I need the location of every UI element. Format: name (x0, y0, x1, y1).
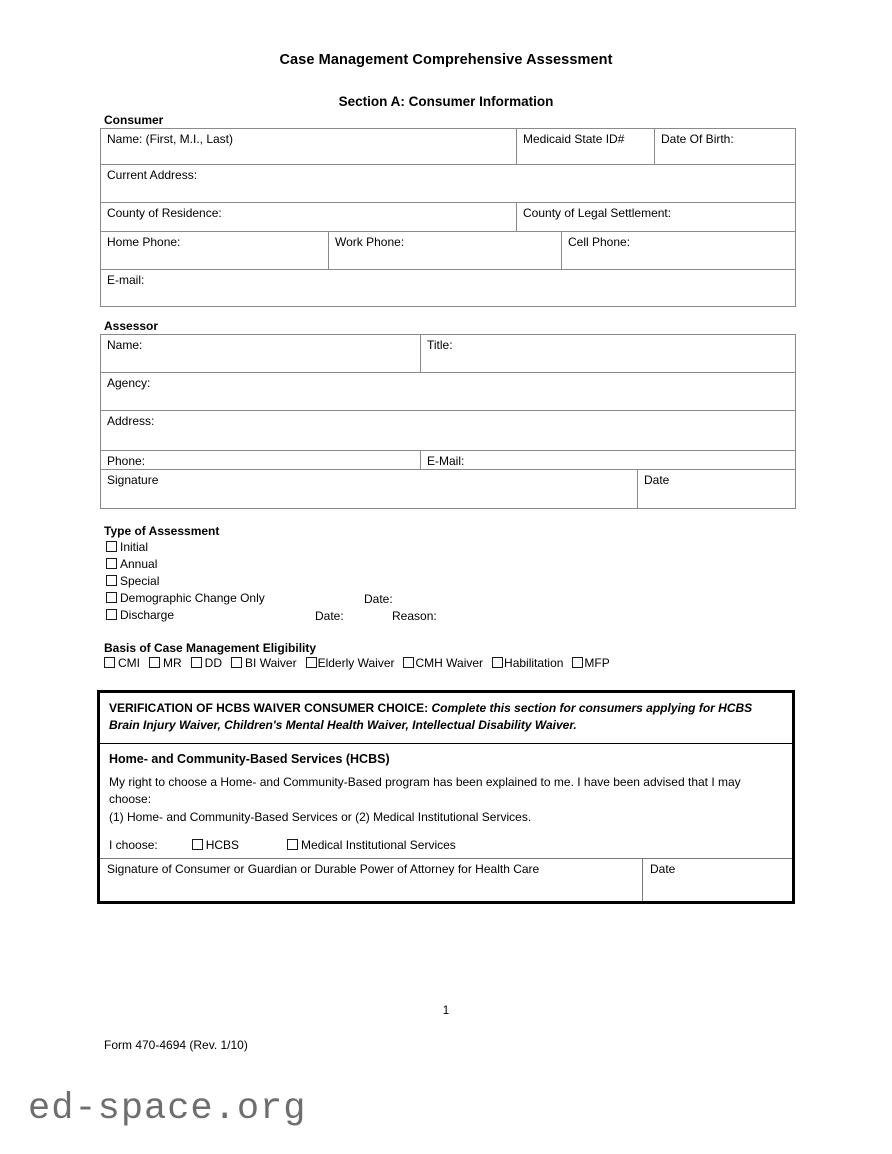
checkbox-box-icon[interactable] (106, 609, 117, 620)
checkbox-label: Initial (120, 540, 149, 554)
checkbox-demographic-change-only[interactable] (106, 592, 265, 604)
field-assessor-address[interactable]: Address: (101, 411, 796, 451)
checkbox-box-icon[interactable] (403, 657, 414, 668)
eligibility-checkbox-row (104, 657, 610, 669)
hcbs-verification-heading-block (100, 693, 792, 744)
checkbox-box-icon[interactable] (106, 592, 117, 603)
table-row (101, 165, 796, 203)
checkbox-box-icon[interactable] (306, 657, 317, 668)
assessor-group-label: Assessor (104, 319, 159, 333)
checkbox-box-icon[interactable] (106, 541, 117, 552)
page-number: 1 (442, 1005, 450, 1017)
hcbs-subheading: Home- and Community-Based Services (HCBS) (109, 751, 390, 766)
field-home-phone[interactable]: Home Phone: (101, 232, 329, 270)
field-county-of-legal-settlement[interactable]: County of Legal Settlement: (517, 203, 796, 241)
demographic-change-date-label: Date: (364, 592, 393, 606)
checkbox-box-icon[interactable] (231, 657, 242, 668)
checkbox-habilitation[interactable] (492, 657, 563, 669)
hcbs-verification-box (97, 690, 795, 904)
checkbox-box-icon[interactable] (191, 657, 202, 668)
checkbox-elderly-waiver[interactable] (306, 657, 395, 669)
table-row (101, 129, 796, 165)
checkbox-initial[interactable] (106, 541, 148, 553)
checkbox-box-icon[interactable] (192, 839, 203, 850)
checkbox-label: Habilitation (504, 656, 564, 670)
checkbox-label: Annual (120, 557, 158, 571)
checkbox-label: DD (204, 656, 223, 670)
field-consumer-email[interactable]: E-mail: (101, 270, 796, 307)
table-row (101, 469, 796, 508)
checkbox-special[interactable] (106, 575, 159, 587)
checkbox-label: HCBS (205, 837, 240, 852)
type-of-assessment-label: Type of Assessment (104, 524, 220, 538)
checkbox-mfp[interactable] (572, 657, 609, 669)
hcbs-body-text (100, 772, 792, 836)
field-county-of-residence[interactable]: County of Residence: (101, 203, 517, 241)
hcbs-verification-instruction: Complete this section for consumers applying for HCBS Brain Injury Waiver, Children's Mental Health Waiver, Intellectual Disability Waiver. (109, 701, 753, 733)
hcbs-signature-row (100, 859, 792, 901)
assessor-table (100, 334, 796, 509)
checkbox-label: Discharge (120, 608, 175, 622)
checkbox-box-icon[interactable] (106, 558, 117, 569)
field-hcbs-signature[interactable]: Signature of Consumer or Guardian or Durable Power of Attorney for Health Care (100, 859, 643, 901)
field-consumer-name[interactable]: Name: (First, M.I., Last) (101, 129, 517, 165)
discharge-reason-label: Reason: (392, 609, 437, 623)
field-work-phone[interactable]: Work Phone: (329, 232, 562, 270)
hcbs-verification-heading: VERIFICATION OF HCBS WAIVER CONSUMER CHOICE: (109, 701, 429, 715)
checkbox-label: Demographic Change Only (120, 591, 265, 605)
checkbox-box-icon[interactable] (492, 657, 503, 668)
hcbs-body-line-2: (1) Home- and Community-Based Services or (2) Medical Institutional Services. (109, 809, 532, 824)
watermark: ed-space.org (28, 1088, 307, 1130)
table-row (101, 373, 796, 411)
field-cell-phone[interactable]: Cell Phone: (562, 232, 796, 270)
checkbox-label: MR (163, 656, 182, 670)
hcbs-choose-label: I choose: (109, 837, 158, 852)
checkbox-label: CMI (118, 656, 140, 670)
table-row (101, 232, 796, 270)
checkbox-label: CMH Waiver (415, 656, 484, 670)
hcbs-body-line-1: My right to choose a Home- and Community-Based program has been explained to me. I have been advised that I may choose: (109, 774, 741, 807)
field-assessor-date[interactable]: Date (638, 469, 796, 508)
table-row (101, 411, 796, 451)
checkbox-label: Special (120, 574, 160, 588)
field-current-address[interactable]: Current Address: (101, 165, 796, 203)
field-assessor-name[interactable]: Name: (101, 335, 421, 373)
field-assessor-signature[interactable]: Signature (101, 469, 638, 508)
field-hcbs-date[interactable]: Date (650, 861, 676, 876)
checkbox-cmh-waiver[interactable] (403, 657, 483, 669)
checkbox-dd[interactable] (191, 657, 222, 669)
table-row (101, 270, 796, 307)
field-assessor-title[interactable]: Title: (421, 335, 796, 373)
checkbox-box-icon[interactable] (149, 657, 160, 668)
checkbox-bi-waiver[interactable] (231, 657, 297, 669)
checkbox-label: Medical Institutional Services (301, 837, 456, 852)
table-row (101, 335, 796, 373)
checkbox-mr[interactable] (149, 657, 182, 669)
consumer-table (100, 128, 796, 241)
consumer-phone-table (100, 231, 796, 307)
checkbox-medical-institutional-services[interactable] (287, 838, 456, 852)
checkbox-box-icon[interactable] (104, 657, 115, 668)
checkbox-label: MFP (584, 656, 610, 670)
checkbox-label: Elderly Waiver (317, 656, 395, 670)
checkbox-box-icon[interactable] (572, 657, 583, 668)
checkbox-cmi[interactable] (104, 657, 140, 669)
field-assessor-email[interactable]: E-Mail: (421, 451, 796, 470)
field-medicaid-id[interactable]: Medicaid State ID# (517, 129, 655, 165)
form-number: Form 470-4694 (Rev. 1/10) (104, 1038, 248, 1052)
checkbox-hcbs[interactable] (192, 838, 239, 852)
field-assessor-agency[interactable]: Agency: (101, 373, 796, 411)
field-assessor-phone[interactable]: Phone: (101, 451, 421, 470)
checkbox-annual[interactable] (106, 558, 157, 570)
checkbox-discharge[interactable] (106, 609, 174, 621)
eligibility-group-label: Basis of Case Management Eligibility (104, 641, 317, 655)
discharge-date-label: Date: (315, 609, 344, 623)
checkbox-box-icon[interactable] (287, 839, 298, 850)
checkbox-box-icon[interactable] (106, 575, 117, 586)
hcbs-choice-row (100, 836, 792, 859)
section-title: Section A: Consumer Information (338, 94, 554, 109)
table-row (101, 451, 796, 470)
checkbox-label: BI Waiver (245, 656, 297, 670)
page-title: Case Management Comprehensive Assessment (279, 52, 613, 68)
consumer-group-label: Consumer (104, 113, 164, 127)
field-date-of-birth[interactable]: Date Of Birth: (655, 129, 796, 165)
